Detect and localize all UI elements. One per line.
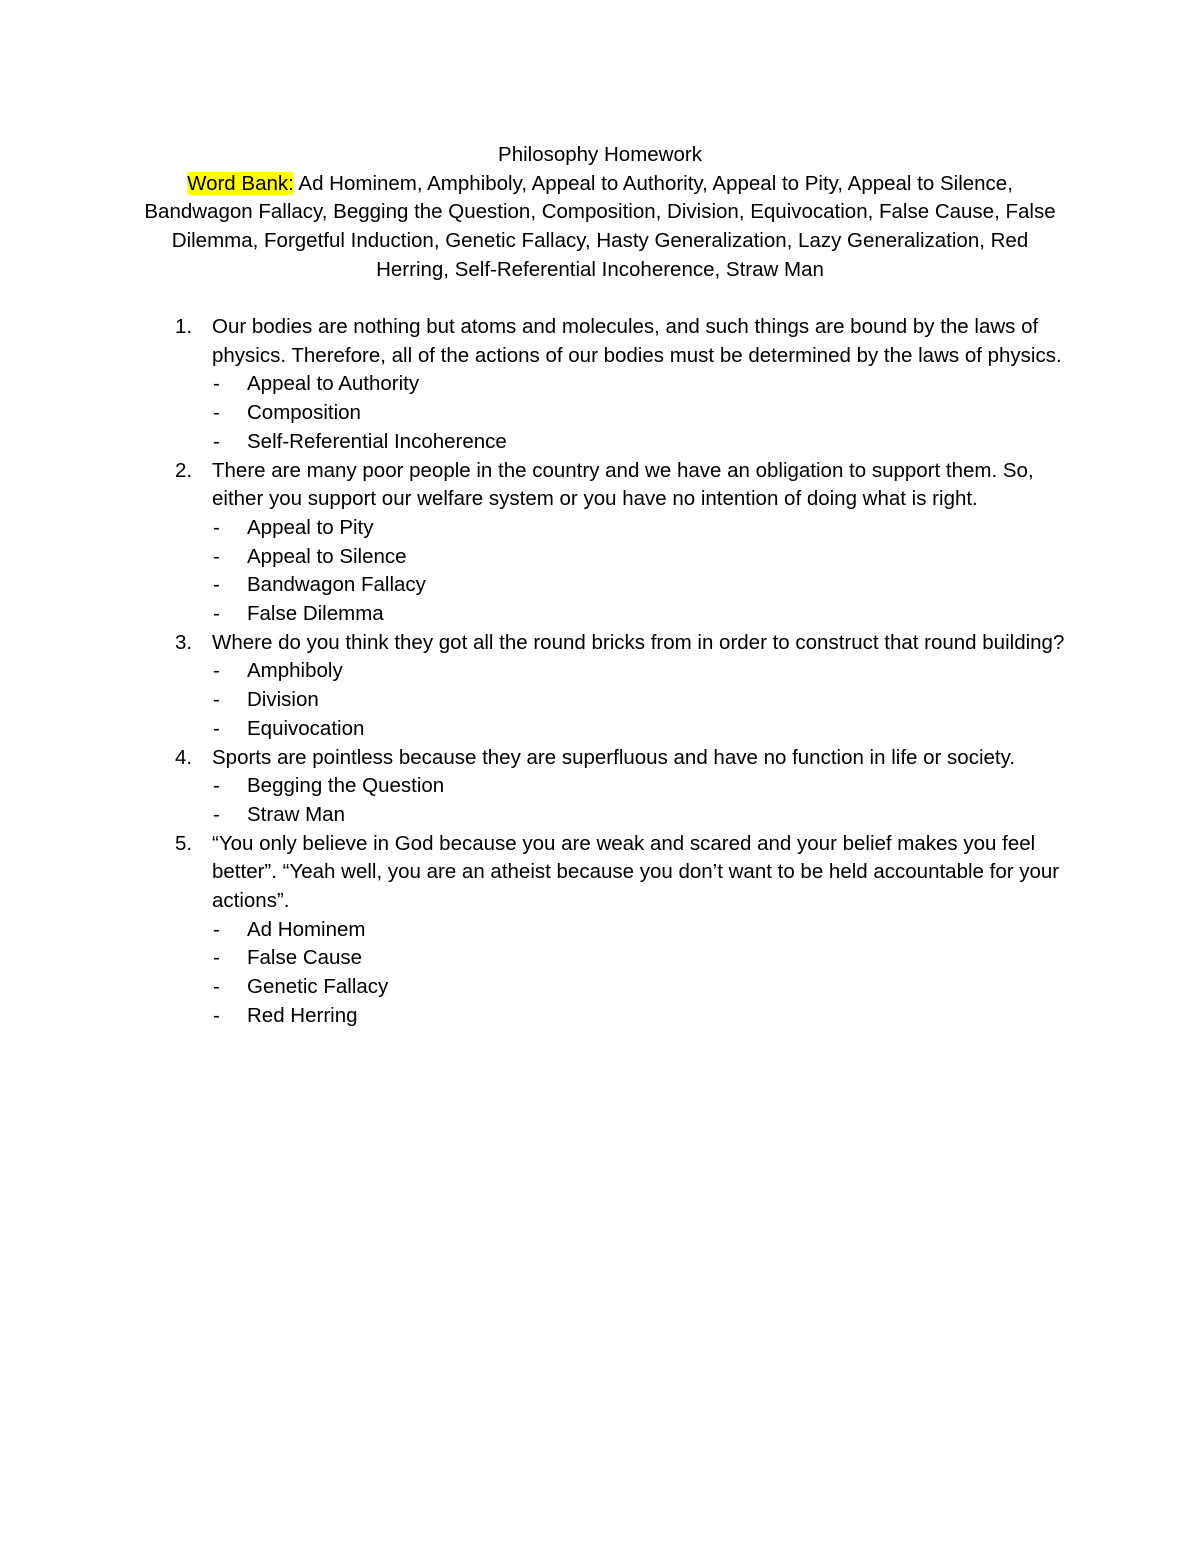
answer-option	[212, 399, 1075, 428]
question-number: 1.	[175, 315, 193, 338]
option-bullet: -	[213, 774, 220, 798]
question-text: Sports are pointless because they are superfluous and have no function in life or society.	[212, 745, 1016, 769]
question-item-3	[175, 629, 1075, 744]
option-bullet: -	[213, 429, 220, 453]
option-label: Bandwagon Fallacy	[247, 573, 426, 597]
answer-options	[212, 916, 1075, 1031]
question-item-5	[175, 830, 1075, 1031]
option-bullet: -	[213, 602, 220, 626]
option-label: Begging the Question	[247, 774, 445, 798]
question-text: Our bodies are nothing but atoms and molecules, and such things are bound by the laws of physics. Therefore, all of the actions of our bodies must be determined by the laws of physics.	[212, 315, 1062, 367]
answer-options	[212, 370, 1075, 456]
answer-options	[212, 657, 1075, 743]
question-number: 3.	[175, 630, 193, 654]
answer-option	[212, 944, 1075, 973]
option-bullet: -	[213, 544, 220, 568]
option-bullet: -	[213, 573, 220, 597]
word-bank	[144, 172, 1055, 281]
option-label: Straw Man	[247, 802, 345, 826]
document-header	[140, 141, 1060, 285]
option-bullet: -	[213, 688, 220, 712]
option-label: Genetic Fallacy	[247, 975, 389, 999]
option-label: False Dilemma	[247, 602, 384, 626]
question-text: “You only believe in God because you are weak and scared and your belief makes you feel better”. “Yeah well, you are an atheist because you don’t want to be held accountable for your actions”.	[212, 831, 1060, 913]
question-item-4	[175, 744, 1075, 830]
option-label: Red Herring	[247, 1003, 358, 1027]
question-text: Where do you think they got all the round bricks from in order to construct that round building?	[212, 630, 1065, 654]
answer-option	[212, 686, 1075, 715]
word-bank-terms: Ad Hominem, Amphiboly, Appeal to Authority, Appeal to Pity, Appeal to Silence, Bandwagon Fallacy, Begging the Question, Composition, Division, Equivocation, False Cause, False Dilemma, Forgetful Induction, Genetic Fallacy, Hasty Generalization, Lazy Generalization, Red Herring, Self-Referential Incoherence, Straw Man	[144, 171, 1056, 281]
question-number: 5.	[175, 831, 193, 855]
question-number: 2.	[175, 458, 193, 482]
word-bank-label: Word Bank:	[187, 171, 294, 195]
answer-option	[212, 428, 1075, 457]
option-label: Composition	[247, 401, 361, 425]
question-text: There are many poor people in the country and we have an obligation to support them. So, either you support our welfare system or you have no intention of doing what is right.	[212, 458, 1034, 511]
answer-option	[212, 600, 1075, 629]
answer-option	[212, 657, 1075, 686]
answer-option	[212, 973, 1075, 1002]
option-bullet: -	[213, 401, 220, 425]
question-item-2	[175, 457, 1075, 629]
question-item-1	[175, 313, 1075, 457]
option-label: Appeal to Authority	[247, 372, 420, 396]
option-label: Ad Hominem	[247, 917, 366, 941]
option-label: Equivocation	[247, 716, 365, 740]
answer-option	[212, 772, 1075, 801]
option-bullet: -	[213, 716, 220, 740]
option-bullet: -	[213, 946, 220, 970]
option-bullet: -	[213, 659, 220, 683]
option-bullet: -	[213, 802, 220, 826]
option-label: Appeal to Silence	[247, 544, 407, 568]
option-label: False Cause	[247, 946, 363, 970]
answer-option	[212, 543, 1075, 572]
answer-option	[212, 1002, 1075, 1031]
page-title: Philosophy Homework	[498, 143, 702, 166]
answer-option	[212, 801, 1075, 830]
answer-option	[212, 514, 1075, 543]
option-bullet: -	[213, 975, 220, 999]
answer-options	[212, 514, 1075, 629]
option-bullet: -	[213, 372, 220, 396]
option-label: Amphiboly	[247, 659, 343, 683]
option-label: Division	[247, 688, 319, 712]
question-list	[175, 313, 1075, 1031]
option-label: Self-Referential Incoherence	[247, 429, 507, 453]
answer-options	[212, 772, 1075, 829]
option-label: Appeal to Pity	[247, 515, 374, 539]
option-bullet: -	[213, 515, 220, 539]
question-number: 4.	[175, 745, 193, 769]
answer-option	[212, 715, 1075, 744]
answer-option	[212, 571, 1075, 600]
option-bullet: -	[213, 917, 220, 941]
answer-option	[212, 916, 1075, 945]
answer-option	[212, 370, 1075, 399]
option-bullet: -	[213, 1003, 220, 1027]
